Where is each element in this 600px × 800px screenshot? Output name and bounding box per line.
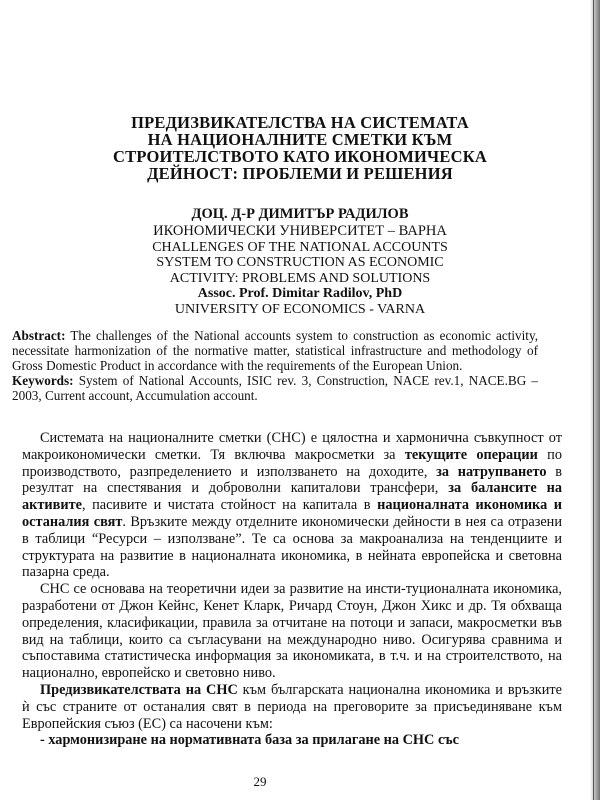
body-text bbox=[22, 430, 562, 749]
abstract-section bbox=[12, 328, 538, 403]
paragraph-2: СНС се основава на теоретични идеи за развитие на инсти-туционалната икономика, разработени от Джон Кейнс, Кенет Кларк, Ричард Стоун, Джон Хикс и др. Тя обхваща определения, класификации, правила за отчитане на потоци и запаси, макросметки във вид на таблици, които са съгласувани на международно ниво. Осигурява сравнима и съпоставима статистическа информация за икономиката, в т.ч. и на строителството, на национално, европейско и световно ниво. bbox=[22, 581, 562, 682]
p1-bold-accumulation: за натрупването bbox=[436, 463, 547, 480]
title-en-line-3: ACTIVITY: PROBLEMS AND SOLUTIONS bbox=[169, 270, 431, 286]
p1-text-i: . Връзките между отделните икономически дейности в нея са отразени в таблици “Ресурси – използване”. Те са основа за макроанализа на тенденциите и структурата на развитие в националната икономика, в нейната европейска и световна пазарна среда. bbox=[22, 513, 562, 581]
p1-bold-current-operations: текущите операции bbox=[404, 446, 538, 463]
author-block-bg bbox=[40, 206, 560, 240]
abstract-paragraph bbox=[12, 328, 538, 373]
title-en-line-1: CHALLENGES OF THE NATIONAL ACCOUNTS bbox=[152, 240, 448, 255]
scan-edge-line bbox=[593, 0, 594, 800]
paragraph-4 bbox=[22, 732, 562, 749]
title-line-1: ПРЕДИЗВИКАТЕЛСТВА НА СИСТЕМАТА bbox=[131, 113, 469, 132]
p1-text-a: Системата на националните сметки (СНС) е цялостна и хармонична съвкупност от макроикономически сметки. Тя включва макросметки за bbox=[22, 430, 562, 463]
author-name-en: Assoc. Prof. Dimitar Radilov, PhD bbox=[197, 286, 403, 302]
p1-text-c: по производството, разпределението и използването на доходите, bbox=[22, 446, 562, 480]
p3-bold-challenges: Предизвикателствата на СНС bbox=[40, 681, 238, 698]
paper-title-bg bbox=[40, 114, 560, 182]
paragraph-1 bbox=[22, 430, 562, 581]
keywords-paragraph bbox=[12, 373, 538, 403]
p3-text: към българската национална икономика и връзките ѝ със страните от останалия свят в периода на преговорите за присъединяване към Европейския съюз (ЕС) са насочени към: bbox=[22, 681, 562, 732]
p1-text-e: в резултат на спестявания и доброволни капиталови трансфери, bbox=[22, 463, 563, 497]
title-line-4: ДЕЙНОСТ: ПРОБЛЕМИ И РЕШЕНИЯ bbox=[147, 164, 453, 183]
affiliation-bg: ИКОНОМИЧЕСКИ УНИВЕРСИТЕТ – ВАРНА bbox=[153, 223, 447, 239]
abstract-text: The challenges of the National accounts system to construction as economic activity, necessitate harmonization of the normative matter, statistical infrastructure and methodology of Gross Domestic Product in accordance with the requirements of the European Union. bbox=[12, 328, 538, 373]
scan-edge-shadow bbox=[590, 0, 600, 800]
p1-bold-balances: за балансите на активите bbox=[22, 480, 562, 514]
p1-text-g: , пасивите и чистата стойност на капитала в bbox=[81, 497, 378, 514]
title-line-3: СТРОИТЕЛСТВОТО КАТО ИКОНОМИЧЕСКА bbox=[113, 147, 487, 166]
title-en-line-2: SYSTEM TO CONSTRUCTION AS ECONOMIC bbox=[156, 255, 444, 271]
keywords-label: Keywords: bbox=[12, 373, 74, 388]
p4-bold-harmonization: - хармонизиране на нормативната база за прилагане на СНС със bbox=[40, 732, 459, 749]
p1-bold-rest-of-world: националната икономика и останалия свят bbox=[22, 497, 562, 530]
english-header bbox=[40, 240, 560, 317]
page-number: 29 bbox=[253, 774, 267, 789]
paragraph-3 bbox=[22, 682, 562, 732]
title-line-2: НА НАЦИОНАЛНИТЕ СМЕТКИ КЪМ bbox=[147, 130, 453, 149]
keywords-text: System of National Accounts, ISIC rev. 3, Construction, NACE rev.1, NACE.BG – 2003, Current account, Accumulation account. bbox=[12, 373, 538, 403]
abstract-label: Abstract: bbox=[12, 328, 66, 343]
affiliation-en: UNIVERSITY OF ECONOMICS - VARNA bbox=[174, 301, 426, 317]
author-name-bg: ДОЦ. Д-Р ДИМИТЪР РАДИЛОВ bbox=[191, 206, 409, 222]
